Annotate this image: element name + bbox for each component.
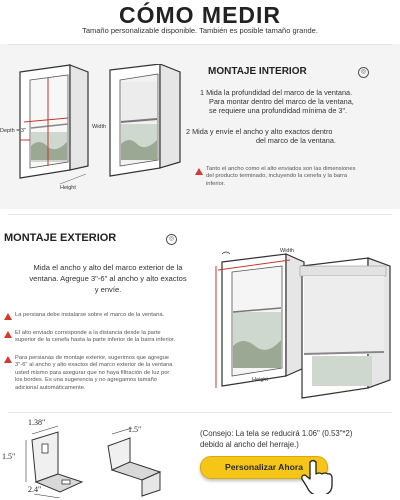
inside-step-1-line: 1 Mida la profundidad del marco de la ventana.: [200, 88, 353, 97]
outside-note-line: El alto enviado corresponde a la distancia desde la parte: [15, 330, 161, 336]
bracket-dim-left: 1.5": [2, 452, 16, 461]
outside-height-label: Height: [252, 377, 268, 383]
inside-warning-line: del producto terminado, incluyendo la cenefa y la barra: [206, 173, 348, 180]
outside-intro-line: Mida el ancho y alto del marco exterior de la: [33, 263, 183, 272]
bracket-dim-top: 1.38": [28, 418, 46, 427]
outside-intro-line: y envíe.: [94, 285, 122, 294]
warning-triangle-icon: [4, 331, 12, 338]
inside-step-1-line: Para montar dentro del marco de la ventana,: [209, 97, 354, 106]
inside-step-1-line: se requiere una profundidad mínima de 3".: [209, 106, 348, 115]
outside-note-line: usted mismo para asegurar que no haya filtración de luz por: [15, 369, 170, 376]
bracket-dim-small: 1.5": [128, 425, 142, 434]
outside-intro: [8, 262, 208, 295]
bracket-dim-bottom: 2.4": [28, 485, 42, 494]
inside-warning-line: Tanto el ancho como el alto enviados son las dimensiones: [206, 166, 356, 172]
outside-note-line: 3"-6" al ancho y alto exactos del marco exterior de la ventana: [15, 362, 173, 369]
warning-triangle-icon: [195, 168, 203, 175]
warning-triangle-icon: [4, 356, 12, 363]
hand-pointer-icon: [300, 458, 334, 494]
outside-note-line: Para persianas de montaje exterior, sugerimos que agregue: [15, 355, 170, 361]
inside-warning: [206, 166, 396, 188]
customize-now-button[interactable]: Personalizar Ahora: [200, 456, 328, 479]
inside-step-1: [200, 88, 400, 115]
outside-intro-line: ventana. Agregue 3"-6" al ancho y alto exactos: [29, 274, 187, 283]
outside-mount-title: MONTAJE EXTERIOR: [4, 232, 117, 244]
height-label: Height: [60, 185, 76, 191]
outside-note-3: [15, 355, 220, 392]
section-divider: [8, 214, 392, 215]
outside-note-line: adicional automáticamente.: [15, 384, 86, 391]
inside-step-2-line: del marco de la ventana.: [256, 136, 336, 145]
outside-note-1: [15, 312, 215, 319]
outside-note-2: [15, 330, 215, 345]
outside-blind-illustration: [298, 252, 398, 402]
outside-width-label: Width: [280, 248, 295, 254]
page-subtitle: Tamaño personalizable disponible. También es posible tamaño grande.: [82, 26, 318, 35]
inside-warning-line: inferior.: [206, 180, 226, 187]
width-label: Width: [92, 124, 107, 130]
inside-blind-illustration: [100, 64, 190, 184]
inside-mount-title: MONTAJE INTERIOR: [208, 66, 307, 77]
inside-step-2: [186, 127, 398, 145]
location-pin-icon: ◎: [358, 67, 369, 78]
bracket-tip: [200, 428, 400, 450]
location-pin-icon: ◎: [166, 234, 177, 245]
outside-note-line: superior de la cenefa hasta la parte inferior de la barra inferior.: [15, 337, 176, 344]
bracket-tip-line: (Consejo: La tela se reducirá 1.06" (0.53"*2): [200, 429, 353, 438]
warning-triangle-icon: [4, 313, 12, 320]
outside-note-line: La persiana debe instalarse sobre el marco de la ventana.: [15, 312, 165, 318]
outside-note-line: los bordes. Es una sugerencia y no agregamos tamaño: [15, 377, 158, 384]
inside-step-2-line: 2 Mida y envíe el ancho y alto exactos dentro: [186, 127, 333, 136]
page-title: CÓMO MEDIR: [118, 2, 282, 28]
depth-label: Depth = 3": [0, 128, 26, 134]
bracket-tip-line: debido al ancho del herraje.): [200, 440, 299, 449]
